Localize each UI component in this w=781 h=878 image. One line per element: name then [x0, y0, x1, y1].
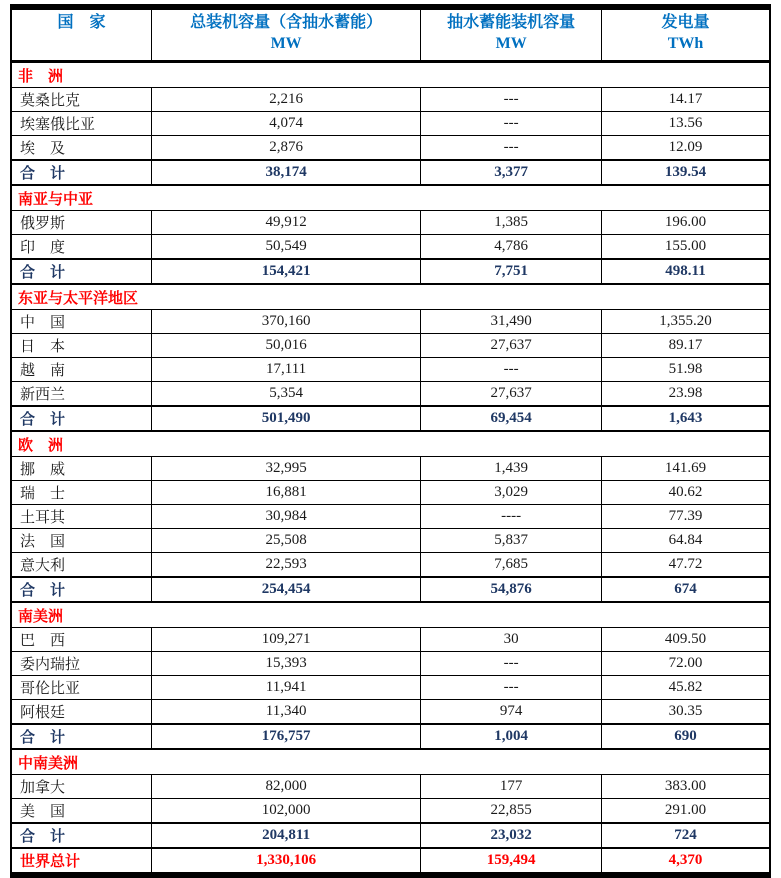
value-cell: 4,370: [601, 848, 770, 875]
country-row: [11, 235, 770, 260]
country-row: [11, 529, 770, 553]
value-cell: 498.11: [601, 259, 770, 284]
country-row: [11, 799, 770, 824]
value-cell: 154,421: [151, 259, 420, 284]
column-label: 总装机容量（含抽水蓄能）: [190, 14, 383, 31]
capacity-table: [10, 4, 771, 878]
value-cell: ---: [421, 676, 602, 700]
value-cell: 72.00: [601, 652, 770, 676]
value-cell: 5,354: [151, 382, 420, 407]
value-cell: 3,377: [421, 160, 602, 185]
country-row: [11, 358, 770, 382]
country-row-label: 委内瑞拉: [11, 652, 151, 676]
value-cell: 155.00: [601, 235, 770, 260]
value-cell: 291.00: [601, 799, 770, 824]
country-row-label: 中 国: [11, 310, 151, 334]
value-cell: 15,393: [151, 652, 420, 676]
country-row: [11, 652, 770, 676]
value-cell: 12.09: [601, 136, 770, 161]
country-row: [11, 676, 770, 700]
country-row-label: 莫桑比克: [11, 88, 151, 112]
value-cell: 69,454: [421, 406, 602, 431]
country-row: [11, 628, 770, 652]
value-cell: 27,637: [421, 334, 602, 358]
value-cell: 22,593: [151, 553, 420, 578]
region-header-row: [11, 749, 770, 775]
value-cell: 1,004: [421, 724, 602, 749]
value-cell: 27,637: [421, 382, 602, 407]
value-cell: 31,490: [421, 310, 602, 334]
value-cell: 30: [421, 628, 602, 652]
column-unit: TWh: [667, 35, 704, 52]
region-header-row: [11, 431, 770, 457]
value-cell: 38,174: [151, 160, 420, 185]
value-cell: ---: [421, 112, 602, 136]
value-cell: 204,811: [151, 823, 420, 848]
value-cell: 2,876: [151, 136, 420, 161]
value-cell: 50,016: [151, 334, 420, 358]
country-row-label: 瑞 士: [11, 481, 151, 505]
value-cell: 25,508: [151, 529, 420, 553]
country-row: [11, 112, 770, 136]
value-cell: 30,984: [151, 505, 420, 529]
region-header-row: [11, 284, 770, 310]
value-cell: 11,340: [151, 700, 420, 725]
column-unit: MW: [495, 35, 527, 52]
value-cell: 254,454: [151, 577, 420, 602]
value-cell: 383.00: [601, 775, 770, 799]
section-total-row-label: 合 计: [11, 823, 151, 848]
value-cell: 370,160: [151, 310, 420, 334]
value-cell: 4,074: [151, 112, 420, 136]
country-row-label: 美 国: [11, 799, 151, 824]
value-cell: 2,216: [151, 88, 420, 112]
value-cell: 501,490: [151, 406, 420, 431]
value-cell: 5,837: [421, 529, 602, 553]
region-label: 南亚与中亚: [11, 185, 770, 211]
column-header-3: [601, 7, 770, 62]
value-cell: 23.98: [601, 382, 770, 407]
value-cell: 7,751: [421, 259, 602, 284]
value-cell: 22,855: [421, 799, 602, 824]
value-cell: 32,995: [151, 457, 420, 481]
region-label: 欧 洲: [11, 431, 770, 457]
region-label: 南美洲: [11, 602, 770, 628]
country-row: [11, 553, 770, 578]
country-row-label: 加拿大: [11, 775, 151, 799]
section-total-row: [11, 259, 770, 284]
table-body: [11, 62, 770, 876]
value-cell: 724: [601, 823, 770, 848]
region-label: 中南美洲: [11, 749, 770, 775]
column-header-0: [11, 7, 151, 62]
value-cell: 109,271: [151, 628, 420, 652]
world-total-row: [11, 848, 770, 875]
region-label: 东亚与太平洋地区: [11, 284, 770, 310]
country-row: [11, 88, 770, 112]
value-cell: 89.17: [601, 334, 770, 358]
value-cell: ---: [421, 652, 602, 676]
value-cell: ---: [421, 88, 602, 112]
country-row-label: 埃塞俄比亚: [11, 112, 151, 136]
country-row: [11, 700, 770, 725]
value-cell: 82,000: [151, 775, 420, 799]
country-row-label: 巴 西: [11, 628, 151, 652]
value-cell: 674: [601, 577, 770, 602]
value-cell: 196.00: [601, 211, 770, 235]
value-cell: 141.69: [601, 457, 770, 481]
value-cell: 30.35: [601, 700, 770, 725]
country-row-label: 哥伦比亚: [11, 676, 151, 700]
country-row-label: 越 南: [11, 358, 151, 382]
country-row-label: 埃 及: [11, 136, 151, 161]
country-row-label: 俄罗斯: [11, 211, 151, 235]
value-cell: 64.84: [601, 529, 770, 553]
value-cell: 17,111: [151, 358, 420, 382]
value-cell: 1,330,106: [151, 848, 420, 875]
section-total-row: [11, 724, 770, 749]
section-total-row: [11, 406, 770, 431]
column-label: 国 家: [57, 14, 106, 31]
country-row-label: 新西兰: [11, 382, 151, 407]
country-row: [11, 505, 770, 529]
value-cell: 50,549: [151, 235, 420, 260]
world-total-row-label: 世界总计: [11, 848, 151, 875]
value-cell: 1,355.20: [601, 310, 770, 334]
value-cell: 139.54: [601, 160, 770, 185]
value-cell: ----: [421, 505, 602, 529]
country-row-label: 日 本: [11, 334, 151, 358]
value-cell: 16,881: [151, 481, 420, 505]
section-total-row: [11, 160, 770, 185]
value-cell: 176,757: [151, 724, 420, 749]
section-total-row-label: 合 计: [11, 259, 151, 284]
section-total-row-label: 合 计: [11, 160, 151, 185]
section-total-row: [11, 577, 770, 602]
value-cell: 1,439: [421, 457, 602, 481]
country-row: [11, 211, 770, 235]
value-cell: 409.50: [601, 628, 770, 652]
value-cell: ---: [421, 358, 602, 382]
section-total-row: [11, 823, 770, 848]
section-total-row-label: 合 计: [11, 577, 151, 602]
value-cell: 3,029: [421, 481, 602, 505]
table-header: [11, 7, 770, 62]
value-cell: 45.82: [601, 676, 770, 700]
country-row: [11, 310, 770, 334]
country-row-label: 土耳其: [11, 505, 151, 529]
value-cell: 7,685: [421, 553, 602, 578]
country-row: [11, 334, 770, 358]
column-header-1: [151, 7, 420, 62]
value-cell: 14.17: [601, 88, 770, 112]
column-label: 发电量: [661, 14, 710, 31]
country-row: [11, 136, 770, 161]
value-cell: 102,000: [151, 799, 420, 824]
country-row: [11, 457, 770, 481]
column-header-2: [421, 7, 602, 62]
country-row: [11, 481, 770, 505]
section-total-row-label: 合 计: [11, 406, 151, 431]
value-cell: 177: [421, 775, 602, 799]
value-cell: 51.98: [601, 358, 770, 382]
country-row: [11, 382, 770, 407]
value-cell: 49,912: [151, 211, 420, 235]
region-header-row: [11, 185, 770, 211]
region-header-row: [11, 62, 770, 88]
value-cell: 690: [601, 724, 770, 749]
country-row-label: 意大利: [11, 553, 151, 578]
region-header-row: [11, 602, 770, 628]
section-total-row-label: 合 计: [11, 724, 151, 749]
value-cell: 4,786: [421, 235, 602, 260]
value-cell: 77.39: [601, 505, 770, 529]
column-unit: MW: [270, 35, 302, 52]
capacity-table-wrapper: [10, 4, 771, 878]
value-cell: 47.72: [601, 553, 770, 578]
value-cell: 23,032: [421, 823, 602, 848]
country-row-label: 挪 威: [11, 457, 151, 481]
value-cell: 1,385: [421, 211, 602, 235]
value-cell: 54,876: [421, 577, 602, 602]
value-cell: 1,643: [601, 406, 770, 431]
header-row: [11, 7, 770, 62]
column-label: 抽水蓄能装机容量: [447, 14, 576, 31]
country-row-label: 印 度: [11, 235, 151, 260]
value-cell: ---: [421, 136, 602, 161]
region-label: 非 洲: [11, 62, 770, 88]
country-row-label: 法 国: [11, 529, 151, 553]
value-cell: 11,941: [151, 676, 420, 700]
country-row: [11, 775, 770, 799]
value-cell: 13.56: [601, 112, 770, 136]
value-cell: 974: [421, 700, 602, 725]
country-row-label: 阿根廷: [11, 700, 151, 725]
value-cell: 159,494: [421, 848, 602, 875]
value-cell: 40.62: [601, 481, 770, 505]
